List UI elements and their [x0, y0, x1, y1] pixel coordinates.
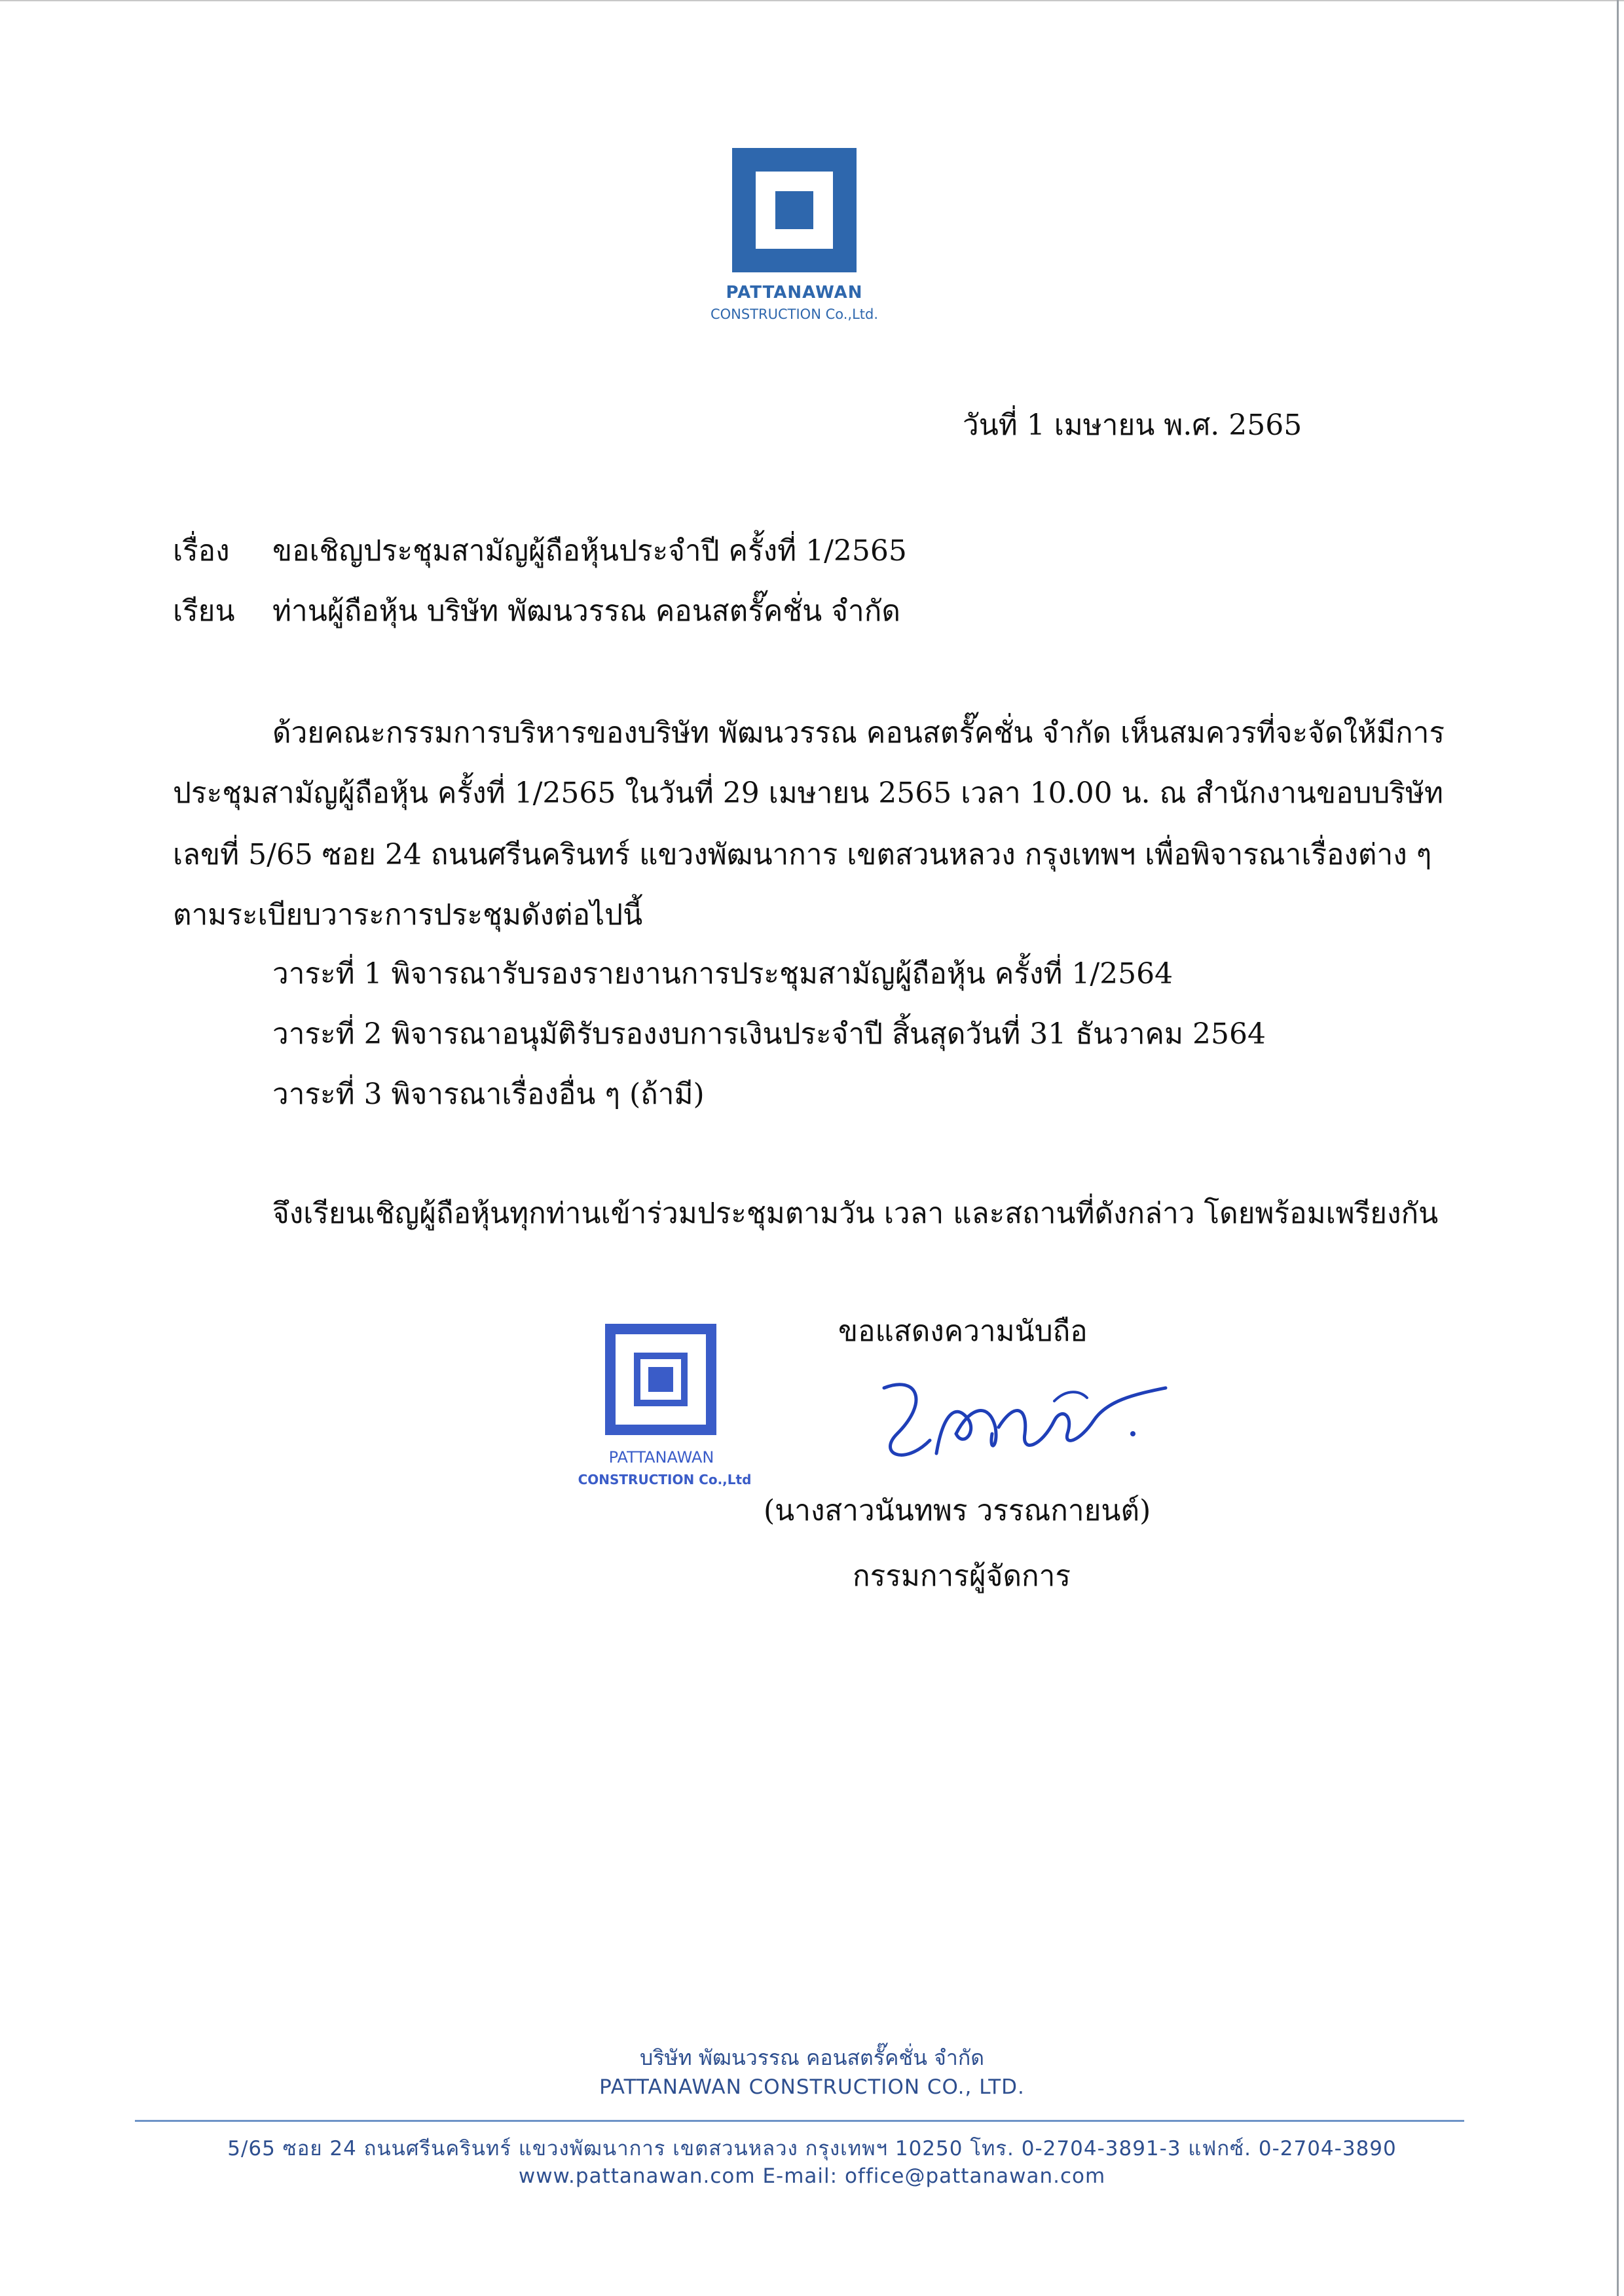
stamp-center [648, 1367, 673, 1392]
page-top-edge [0, 0, 1624, 1]
body-line-1: ด้วยคณะกรรมการบริหารของบริษัท พัฒนวรรณ คอนสตรั๊คชั่น จำกัด เห็นสมควรที่จะจัดให้มีการ [272, 716, 1445, 750]
footer-divider [135, 2120, 1464, 2122]
signer-name: (นางสาวนันทพร วรรณกายนต์) [764, 1494, 1151, 1527]
footer-company-english: PATTANAWAN CONSTRUCTION CO., LTD. [599, 2075, 1025, 2099]
company-stamp [605, 1324, 716, 1435]
footer-address: 5/65 ซอย 24 ถนนศรีนครินทร์ แขวงพัฒนาการ เขตสวนหลวง กรุงเทพฯ 10250 โทร. 0-2704-3891-3 แฟกซ์. 0-2704-3890 [227, 2137, 1397, 2160]
logo-company-name: PATTANAWAN [726, 283, 863, 302]
logo-inner-frame [756, 172, 833, 249]
logo-company-subtitle: CONSTRUCTION Co.,Ltd. [710, 306, 879, 322]
body-line-2: ประชุมสามัญผู้ถือหุ้น ครั้งที่ 1/2565 ในวันที่ 29 เมษายน 2565 เวลา 10.00 น. ณ สำนักงานขอบบริษัท [173, 776, 1443, 810]
stamp-core-square [634, 1353, 688, 1406]
stamp-company-subtitle: CONSTRUCTION Co.,Ltd [578, 1472, 752, 1487]
handwritten-signature [858, 1362, 1172, 1473]
footer-company-thai: บริษัท พัฒนวรรณ คอนสตรั๊คชั่น จำกัด [640, 2045, 984, 2070]
body-line-4: ตามระเบียบวาระการประชุมดังต่อไปนี้ [173, 898, 643, 932]
subject-label: เรื่อง [173, 534, 230, 568]
agenda-item-2: วาระที่ 2 พิจารณาอนุมัติรับรองงบการเงินประจำปี สิ้นสุดวันที่ 31 ธันวาคม 2564 [272, 1017, 1266, 1051]
recipient-label: เรียน [173, 594, 235, 628]
footer-contact: www.pattanawan.com E-mail: office@pattanawan.com [518, 2164, 1106, 2188]
page-scan-edge [1617, 0, 1619, 2296]
company-logo [732, 148, 857, 272]
closing-text: ขอแสดงความนับถือ [838, 1315, 1088, 1348]
agenda-item-1: วาระที่ 1 พิจารณารับรองรายงานการประชุมสามัญผู้ถือหุ้น ครั้งที่ 1/2564 [272, 957, 1173, 991]
recipient-text: ท่านผู้ถือหุ้น บริษัท พัฒนวรรณ คอนสตรั๊คชั่น จำกัด [272, 594, 900, 628]
invitation-text: จึงเรียนเชิญผู้ถือหุ้นทุกท่านเข้าร่วมประชุมตามวัน เวลา และสถานที่ดังกล่าว โดยพร้อมเพรียงกัน [272, 1197, 1439, 1230]
signer-position: กรรมการผู้จัดการ [853, 1559, 1071, 1593]
agenda-item-3: วาระที่ 3 พิจารณาเรื่องอื่น ๆ (ถ้ามี) [272, 1078, 705, 1111]
letter-date: วันที่ 1 เมษายน พ.ศ. 2565 [963, 409, 1302, 442]
stamp-company-name: PATTANAWAN [608, 1448, 714, 1467]
body-line-3: เลขที่ 5/65 ซอย 24 ถนนศรีนครินทร์ แขวงพัฒนาการ เขตสวนหลวง กรุงเทพฯ เพื่อพิจารณาเรื่องต่าง ๆ [173, 838, 1432, 871]
subject-text: ขอเชิญประชุมสามัญผู้ถือหุ้นประจำปี ครั้งที่ 1/2565 [272, 534, 907, 568]
logo-core-square [775, 191, 813, 229]
